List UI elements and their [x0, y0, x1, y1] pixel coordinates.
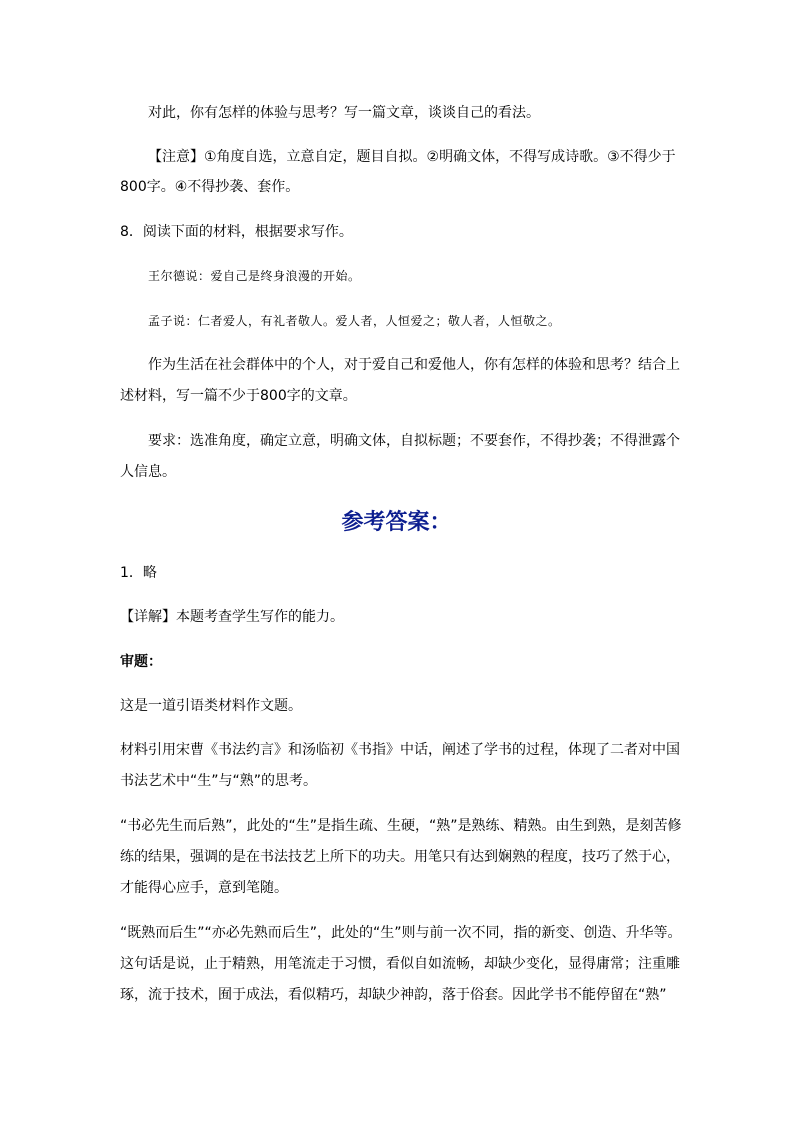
q7-prompt: 对此，你有怎样的体验与思考？写一篇文章，谈谈自己的看法。	[148, 105, 540, 121]
q7-notice-line-2: 800字。④不得抄袭、套作。	[120, 179, 300, 195]
answer-paragraph-4-line-2: 这句话是说，止于精熟，用笔流走于习惯，看似自如流畅，却缺少变化，显得庸常；注重雕	[120, 956, 680, 972]
answer-paragraph-3-line-3: 才能得心应手，意到笔随。	[120, 880, 288, 896]
q8-quote-mencius: 孟子说：仁者爱人，有礼者敬人。爱人者，人恒爱之；敬人者，人恒敬之。	[148, 314, 561, 328]
answer-paragraph-3-line-1: “书必先生而后熟”，此处的“生”是指生疏、生硬，“熟”是熟练、精熟。由生到熟，是刻苦修	[120, 818, 682, 834]
answer-paragraph-3-line-2: 练的结果，强调的是在书法技艺上所下的功夫。用笔只有达到娴熟的程度，技巧了然于心，	[120, 849, 680, 865]
review-label: 审题：	[120, 654, 162, 670]
answer-paragraph-2-line-2: 书法艺术中“生”与“熟”的思考。	[120, 773, 318, 789]
answer-detail: 【详解】本题考查学生写作的能力。	[120, 609, 344, 625]
answer-paragraph-1: 这是一道引语类材料作文题。	[120, 698, 302, 714]
q8-requirements-line-1: 要求：选准角度，确定立意，明确文体，自拟标题；不要套作，不得抄袭；不得泄露个	[148, 433, 680, 449]
q8-task-line-1: 作为生活在社会群体中的个人，对于爱自己和爱他人，你有怎样的体验和思考？结合上	[148, 357, 680, 373]
answer-paragraph-4-line-1: “既熟而后生”“亦必先熟而后生”，此处的“生”则与前一次不同，指的新变、创造、升华等。	[120, 925, 682, 941]
q8-task-line-2: 述材料，写一篇不少于800字的文章。	[120, 388, 357, 404]
answer-paragraph-4-line-3: 琢，流于技术，囿于成法，看似精巧，却缺少神韵，落于俗套。因此学书不能停留在“熟”	[120, 987, 667, 1003]
q8-quote-wilde: 王尔德说：爱自己是终身浪漫的开始。	[148, 269, 361, 283]
answer-paragraph-2-line-1: 材料引用宋曹《书法约言》和汤临初《书指》中话，阐述了学书的过程，体现了二者对中国	[120, 742, 680, 758]
q8-requirements-line-2: 人信息。	[120, 464, 176, 480]
answer-1-number: 1．略	[120, 565, 157, 581]
q7-notice-line-1: 【注意】①角度自选，立意自定，题目自拟。②明确文体，不得写成诗歌。③不得少于	[148, 149, 676, 165]
answers-title: 参考答案：	[341, 509, 452, 535]
q8-heading: 8．阅读下面的材料，根据要求写作。	[120, 224, 353, 240]
